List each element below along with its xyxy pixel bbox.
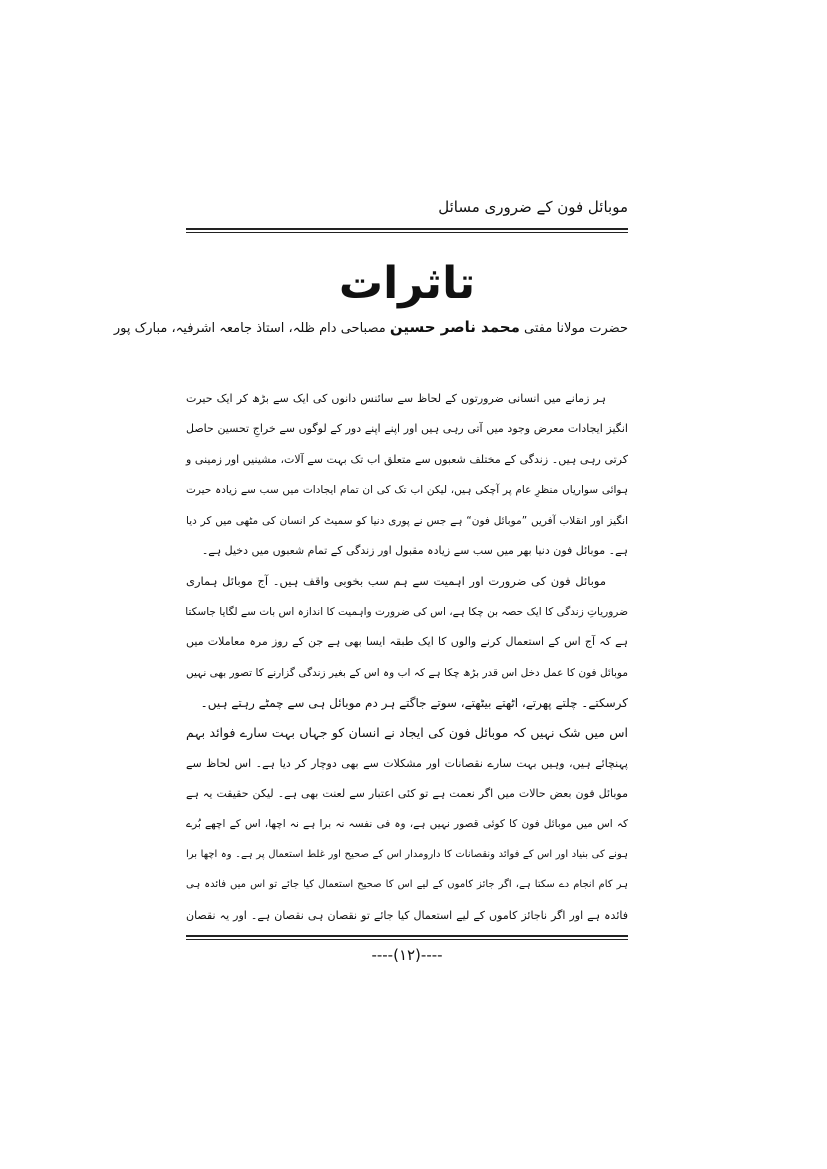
body-text xyxy=(186,384,628,931)
text-line: ہونے کی بنیاد اور اس کے فوائد ونقصانات کا دارومدار اس کے صحیح اور غلط استعمال پر ہے۔ وہ اچھا برا xyxy=(186,848,628,860)
text-line: کہ اس میں موبائل فون کا کوئی قصور نہیں ہے، وہ فی نفسہ نہ برا ہے نہ اچھا، اس کے اچھے بُرے xyxy=(186,818,628,831)
text-line: پہنچائے ہیں، وہیں بہت سارے نقصانات اور مشکلات سے بھی دوچار کر دیا ہے۔ اس لحاظ سے xyxy=(186,756,628,770)
text-line: ہوائی سواریاں منظرِ عام پر آچکی ہیں، لیکن اب تک کی ان تمام ایجادات میں سب سے زیادہ حیرت xyxy=(186,484,628,497)
text-line: موبائل فون بعض حالات میں اگر نعمت ہے تو کئی اعتبار سے لعنت بھی ہے۔ لیکن حقیقت یہ ہے xyxy=(186,787,628,801)
text-line: کرتی رہی ہیں۔ زندگی کے مختلف شعبوں سے متعلق اب تک بہت سے آلات، مشینیں اور زمینی و xyxy=(186,452,628,466)
page-title: تاثرات xyxy=(338,258,476,309)
text-line: ہر زمانے میں انسانی ضرورتوں کے لحاظ سے سائنس دانوں کی ایک سے بڑھ کر ایک حیرت xyxy=(186,392,606,405)
author-name: محمد ناصر حسین xyxy=(389,318,520,336)
text-line: ہے۔ موبائل فون دنیا بھر میں سب سے زیادہ مقبول اور زندگی کے تمام شعبوں میں دخیل ہے۔ xyxy=(201,543,628,557)
author-byline xyxy=(113,318,628,336)
text-line: موبائل فون کی ضرورت اور اہمیت سے ہم سب بخوبی واقف ہیں۔ آج موبائل ہماری xyxy=(186,574,606,589)
byline-prefix: حضرت مولانا مفتی xyxy=(524,321,628,336)
text-line: ہر کام انجام دے سکتا ہے، اگر جائز کاموں کے لیے اس کا صحیح استعمال کیا جائے تو اس میں فائدہ ہی xyxy=(186,879,628,891)
text-line: ہے کہ آج اس کے استعمال کرنے والوں کا ایک طبقہ ایسا بھی ہے جن کے روز مرہ معاملات میں xyxy=(186,635,628,649)
byline-suffix: مصباحی دام ظلہ، استاذ جامعہ اشرفیہ، مبارک پور xyxy=(113,321,386,336)
text-line: انگیز اور انقلاب آفریں ”موبائل فون“ ہے جس نے پوری دنیا کو سمیٹ کر انسان کی مٹھی میں کر دیا xyxy=(186,514,628,527)
running-header: موبائل فون کے ضروری مسائل xyxy=(438,198,628,216)
page-number: ----(۱۲)---- xyxy=(371,946,443,964)
text-line: ضروریاتِ زندگی کا ایک حصہ بن چکا ہے، اس کی ضرورت واہمیت کا اندازہ اس بات سے لگایا جاسکتا xyxy=(185,605,628,618)
text-line: کرسکتے۔ چلتے پھرتے، اٹھتے بیٹھتے، سوتے جاگتے ہر دم موبائل ہی سے چمٹے رہتے ہیں۔ xyxy=(200,695,628,710)
text-line: اس میں شک نہیں کہ موبائل فون کی ایجاد نے انسان کو جہاں بہت سارے فوائد بہم xyxy=(186,725,628,741)
text-line: فائدہ ہے اور اگر ناجائز کاموں کے لیے استعمال کیا جائے تو نقصان ہی نقصان ہے۔ اور یہ نقصان xyxy=(186,908,628,922)
text-line: موبائل فون کا عمل دخل اس قدر بڑھ چکا ہے کہ اب وہ اس کے بغیر زندگی گزارنے کا تصور بھی نہیں xyxy=(186,666,628,679)
footer-double-rule xyxy=(186,935,628,940)
text-line: انگیز ایجادات معرض وجود میں آتی رہی ہیں اور اپنے اپنے دور کے لوگوں سے خراجِ تحسین حاصل xyxy=(186,422,628,436)
header-double-rule xyxy=(186,228,628,233)
